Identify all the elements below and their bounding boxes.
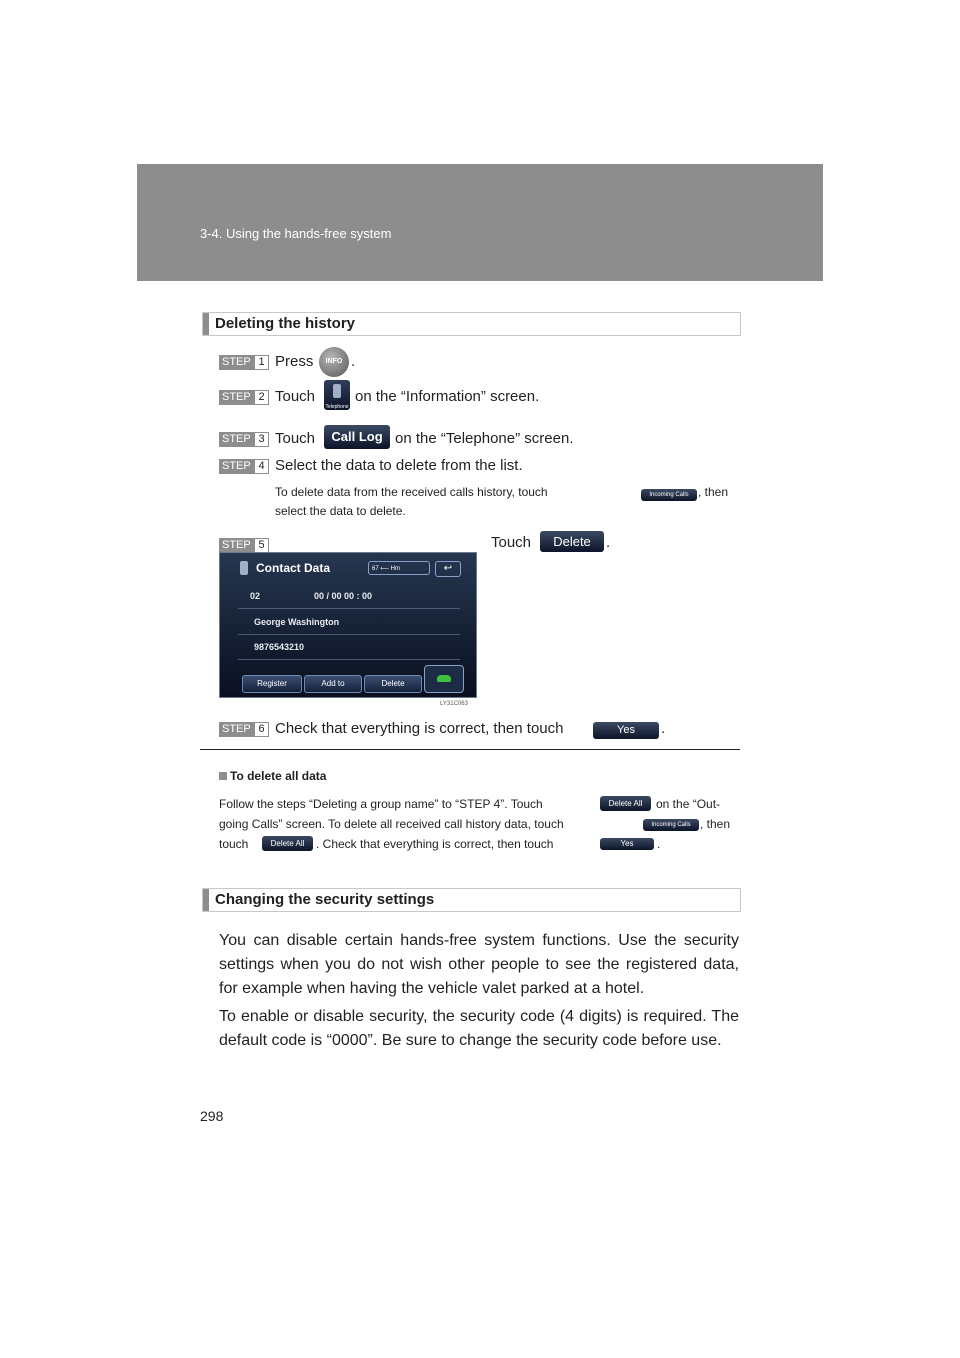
incoming-calls-button-icon: Incoming Calls bbox=[643, 819, 699, 831]
delete-all-heading: To delete all data bbox=[230, 769, 327, 783]
row-divider bbox=[238, 634, 460, 635]
security-paragraph-1: You can disable certain hands-free system functions. Use the security settings when you do not wish other people to see the registered data, for example when having the vehicle valet parked at a hotel. bbox=[219, 932, 739, 997]
delete-all-button-icon: Delete All bbox=[600, 796, 651, 811]
contact-number: 9876543210 bbox=[254, 642, 305, 652]
step-badge-3: STEP 3 bbox=[219, 432, 269, 447]
yes-button-icon: Yes bbox=[600, 838, 654, 850]
square-bullet-icon bbox=[219, 772, 227, 780]
register-button: Register bbox=[242, 675, 302, 693]
phone-icon bbox=[240, 561, 248, 575]
handset-icon bbox=[437, 675, 451, 682]
row-divider bbox=[238, 608, 460, 609]
heading-bar bbox=[203, 889, 209, 911]
step-5-after: . bbox=[606, 534, 611, 551]
record-id: 02 bbox=[250, 591, 261, 601]
step-4-text: Select the data to delete from the list. bbox=[275, 457, 523, 474]
back-button: ↩ bbox=[435, 561, 461, 577]
handset-icon bbox=[333, 384, 341, 398]
call-button bbox=[424, 665, 464, 693]
step-badge-6: STEP 6 bbox=[219, 722, 269, 737]
step-5-before: Touch bbox=[491, 534, 532, 551]
image-code: LY31C063 bbox=[440, 701, 468, 707]
contact-data-screen bbox=[219, 552, 477, 698]
yes-button-icon: Yes bbox=[593, 722, 659, 739]
header-band bbox=[137, 164, 823, 281]
delete-all-line2-b: , then bbox=[700, 817, 731, 831]
section-heading-deleting-history bbox=[202, 312, 741, 336]
note-text-1: To delete data from the received calls history, touch bbox=[275, 485, 548, 499]
note-text-2: , then bbox=[698, 485, 729, 499]
divider bbox=[200, 749, 740, 750]
step-badge-5: STEP 5 bbox=[219, 538, 269, 553]
step-badge-4: STEP 4 bbox=[219, 459, 269, 474]
delete-all-line3-a: touch bbox=[219, 837, 249, 851]
step-6-after: . bbox=[661, 720, 666, 737]
add-to-button: Add to bbox=[304, 675, 362, 693]
heading-bar bbox=[203, 313, 209, 335]
call-log-button-icon: Call Log bbox=[324, 425, 390, 449]
delete-all-line1-a: Follow the steps “Deleting a group name” to “STEP 4”. Touch bbox=[219, 797, 543, 811]
delete-button-icon: Delete bbox=[540, 531, 604, 552]
delete-all-line3-c: . bbox=[657, 837, 661, 851]
step-1-before: Press bbox=[275, 353, 314, 370]
step-3-after: on the “Telephone” screen. bbox=[395, 430, 574, 447]
heading-text: Deleting the history bbox=[215, 315, 356, 332]
security-paragraph-2: To enable or disable security, the security code (4 digits) is required. The default code is “0000”. Be sure to change the security code before use. bbox=[219, 1008, 739, 1049]
telephone-icon: Telephone bbox=[324, 380, 350, 410]
status-indicator: 67 ⟵ Hm bbox=[368, 561, 430, 575]
delete-all-line2-a: going Calls” screen. To delete all received call history data, touch bbox=[219, 817, 564, 831]
step-badge-1: STEP 1 bbox=[219, 355, 269, 370]
delete-all-line3-b: . Check that everything is correct, then touch bbox=[316, 837, 554, 851]
contact-name: George Washington bbox=[254, 617, 340, 627]
heading-text: Changing the security settings bbox=[215, 891, 435, 908]
step-6-before: Check that everything is correct, then touch bbox=[275, 720, 564, 737]
section-heading-security bbox=[202, 888, 741, 912]
info-button-icon: INFO bbox=[319, 347, 349, 377]
step-3-before: Touch bbox=[275, 430, 316, 447]
row-divider bbox=[238, 659, 460, 660]
step-2-after: on the “Information” screen. bbox=[355, 388, 540, 405]
page-number: 298 bbox=[200, 1108, 224, 1124]
screen-title: Contact Data bbox=[256, 561, 331, 575]
record-time: 00 / 00 00 : 00 bbox=[314, 591, 373, 601]
delete-all-line1-b: on the “Out- bbox=[656, 797, 721, 811]
step-1-after: . bbox=[351, 353, 356, 370]
step-badge-2: STEP 2 bbox=[219, 390, 269, 405]
section-breadcrumb: 3-4. Using the hands-free system bbox=[200, 226, 392, 241]
delete-all-button-icon: Delete All bbox=[262, 836, 313, 851]
incoming-calls-button-icon: Incoming Calls bbox=[641, 489, 697, 501]
note-text-3: select the data to delete. bbox=[275, 504, 406, 518]
step-2-before: Touch bbox=[275, 388, 316, 405]
screen-delete-button: Delete bbox=[364, 675, 422, 693]
